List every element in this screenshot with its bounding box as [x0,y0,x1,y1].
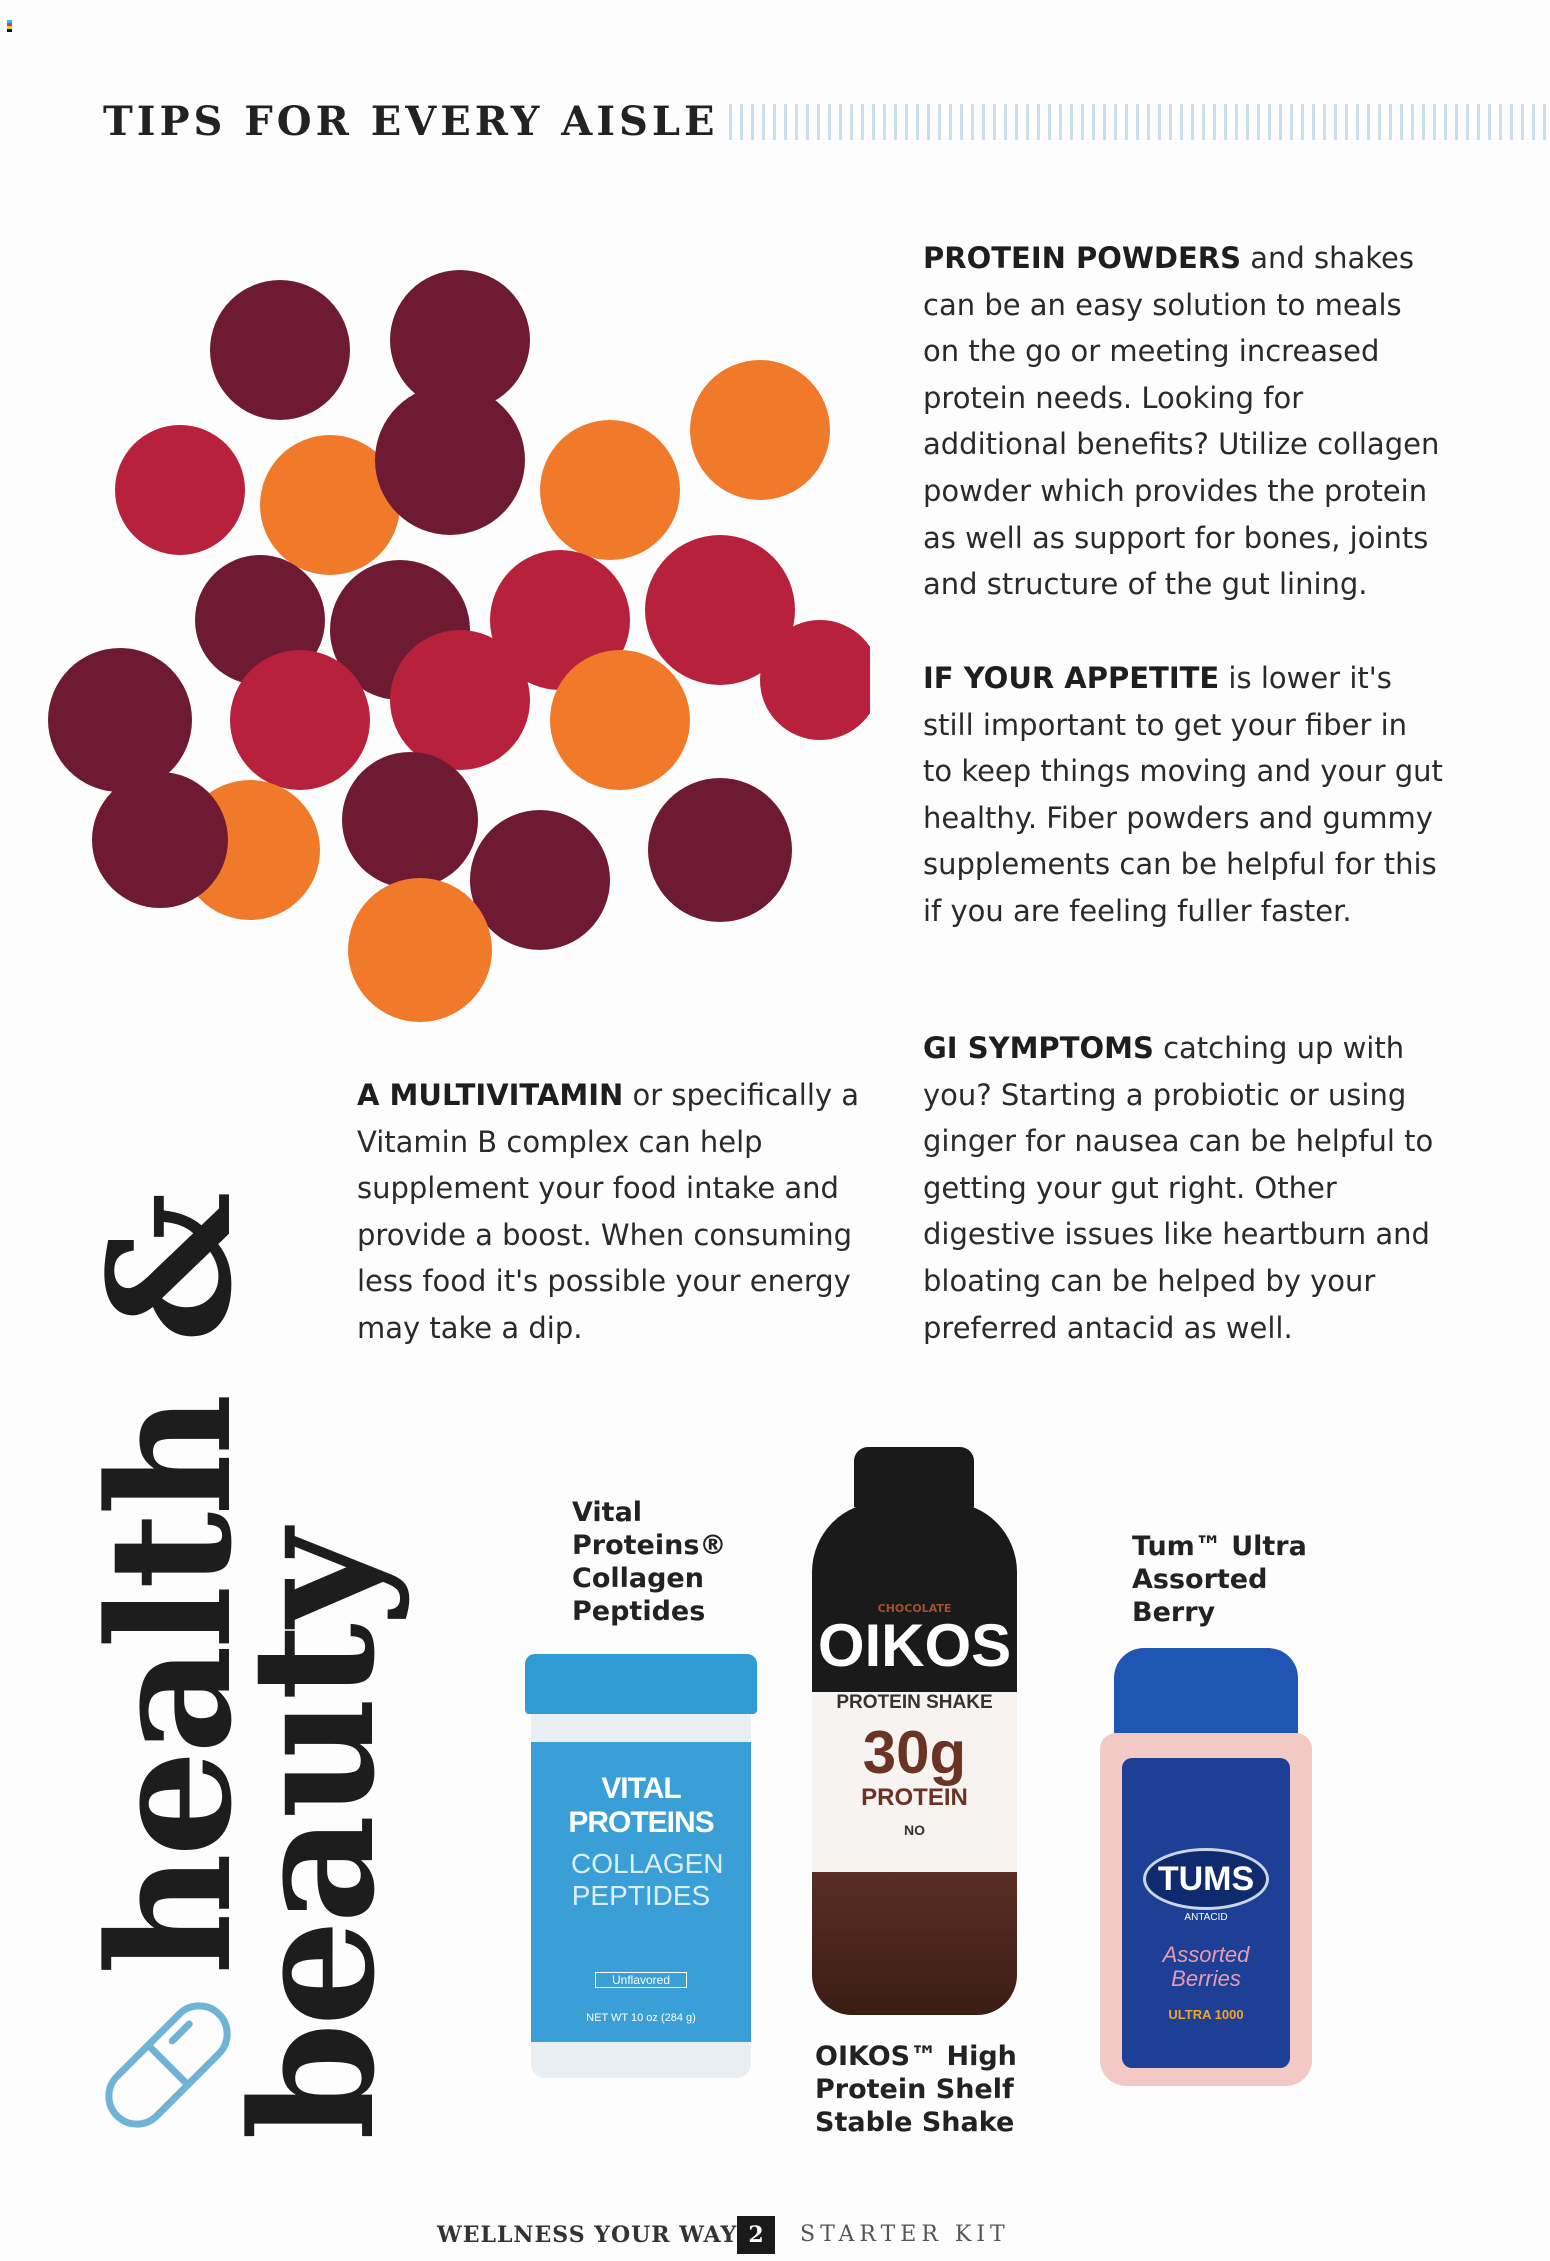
tip-text: or specifically a Vitamin B complex can help supplement your food intake and provide a boost. When consuming less food it's possible your energy may take a dip. [357,1078,860,1345]
footer-section: STARTER KIT [800,2222,1010,2247]
gummy [375,385,525,535]
tip-text: and shakes can be an easy solution to meals on the go or meeting increased protein needs. Looking for additional benefits? Utilize collagen powder which provides the protein as well as support for bones, joints and structure of the gut lining. [923,241,1440,602]
tip-lead: IF YOUR APPETITE [923,661,1220,695]
tip-gi [923,1025,1443,1351]
pill-icon [88,1985,248,2145]
pack-flavor: Unflavored [595,1972,687,1988]
decorative-stripes [729,104,1550,140]
gummy [348,878,492,1022]
pack-flavor: Assorted Berries [1162,1942,1250,1991]
print-registration-marks [7,20,12,32]
pack-sub: ANTACID [1184,1912,1228,1923]
pack-brand: VITAL PROTEINS [568,1772,714,1839]
tip-text: catching up with you? Starting a probiotic or using ginger for nausea can be helpful to getting your gut right. Other digestive issues like heartburn and bloating can be helped by your preferred antacid as well. [923,1031,1434,1345]
pack-claim: NO [904,1822,925,1838]
pack-amount: 30g [862,1719,967,1786]
pack-net: NET WT 10 oz (284 g) [586,2012,696,2024]
oikos-bottle [812,1447,1017,2015]
gummy [115,425,245,555]
product-label-oikos: OIKOS™ High Protein Shelf Stable Shake [815,2041,1017,2138]
gummy [48,648,192,792]
gummy [470,810,610,950]
tip-lead: A MULTIVITAMIN [357,1078,624,1112]
gummy [230,650,370,790]
gummies-image [40,260,870,1030]
tip-text: is lower it's still important to get your fiber in to keep things moving and your gut healthy. Fiber powders and gummy supplements can be helpful for this if you are feeling fuller faster. [923,661,1443,928]
pack-brand: TUMS [1143,1848,1269,1910]
pack-brand: OIKOS [817,1612,1012,1679]
gummy [210,280,350,420]
tip-lead: GI SYMPTOMS [923,1031,1154,1065]
gummy [540,420,680,560]
section-title-line1: health & [71,1195,269,1975]
vital-proteins-jar [525,1654,757,2080]
pack-type: PROTEIN SHAKE [836,1692,993,1713]
tums-bottle [1100,1648,1312,2086]
footer-publication: WELLNESS YOUR WAY [437,2222,738,2248]
gummy [648,778,792,922]
gummy [342,752,478,888]
section-title-line2: beauty [214,1533,412,2140]
title-row [103,98,1550,145]
tip-appetite [923,655,1443,935]
product-label-vital-proteins: Vital Proteins® Collagen Peptides [572,1497,727,1627]
tip-protein [923,235,1443,608]
gummy [690,360,830,500]
pack-flavor: CHOCOLATE [877,1602,952,1615]
gummy [550,650,690,790]
tip-lead: PROTEIN POWDERS [923,241,1241,275]
pack-strength: ULTRA 1000 [1168,2007,1244,2022]
pack-protein: PROTEIN [861,1784,968,1811]
product-label-tums: Tum™ Ultra Assorted Berry [1132,1531,1307,1628]
page-number: 2 [737,2216,775,2254]
gummy [92,772,228,908]
tip-multivitamin [357,1072,877,1352]
pack-name: COLLAGEN PEPTIDES [571,1848,724,1911]
gummy [390,630,530,770]
page-title: TIPS FOR EVERY AISLE [103,98,719,145]
